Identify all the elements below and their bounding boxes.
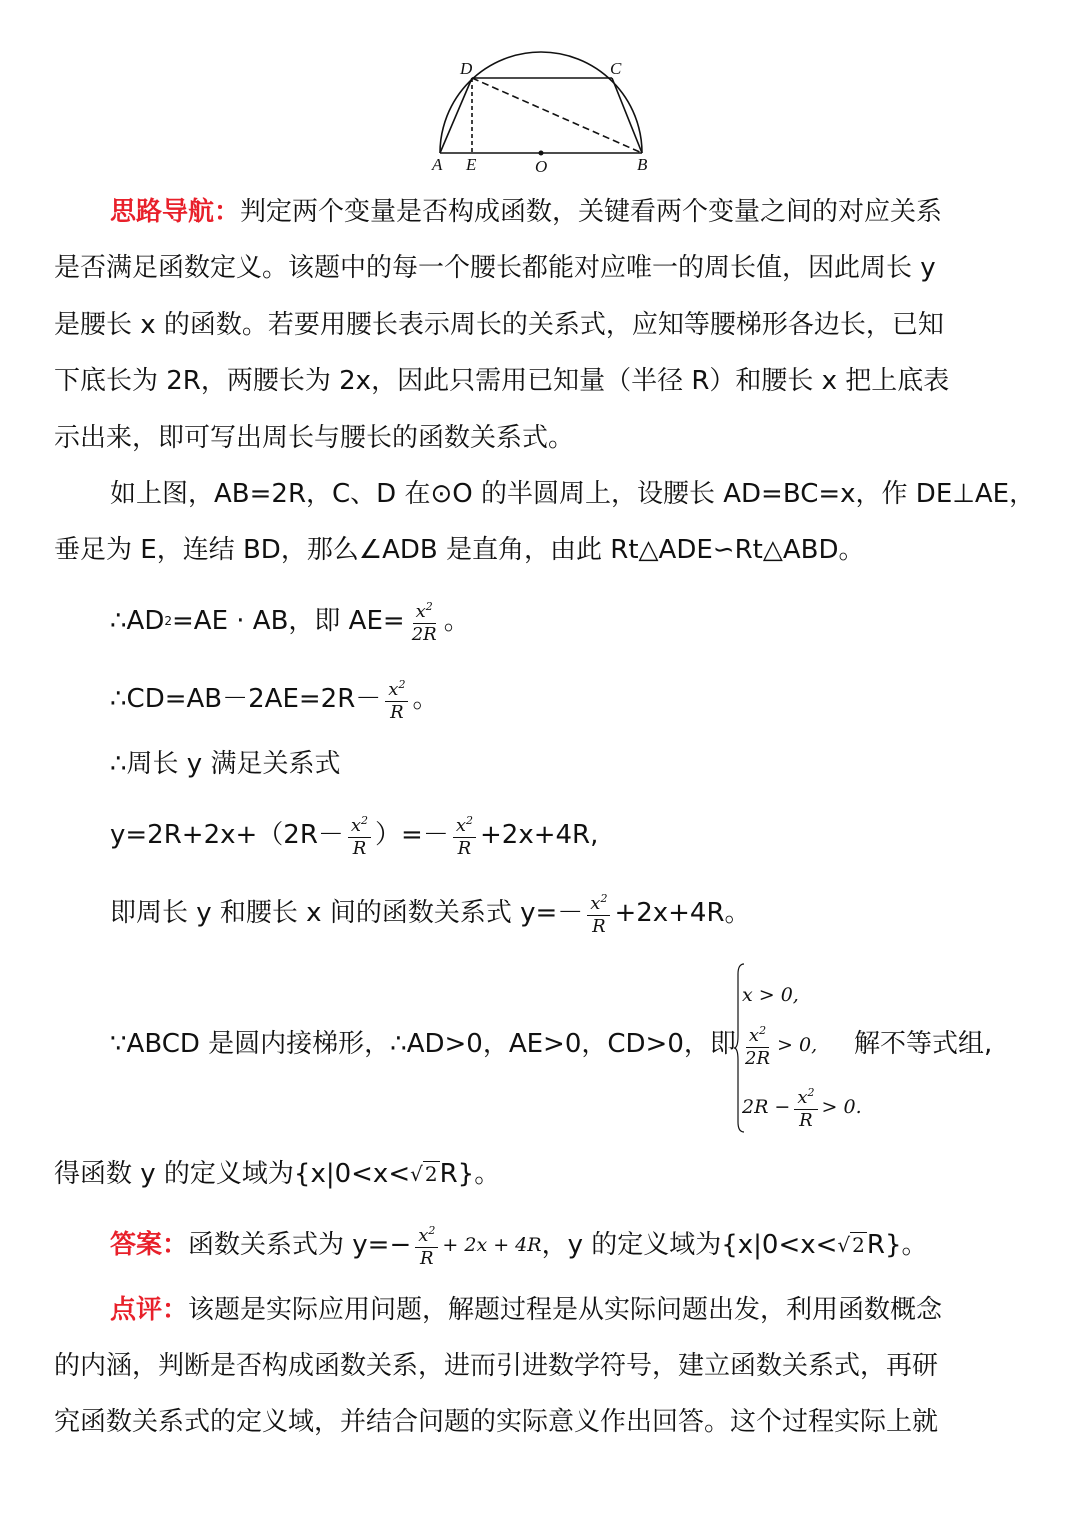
- step-perimeter-intro: ∴周长 y 满足关系式: [110, 749, 341, 779]
- analysis-line-5: 示出来，即可写出周长与腰长的函数关系式。: [54, 423, 575, 453]
- label-e: E: [466, 155, 477, 174]
- sqrt-two: √ 2: [837, 1233, 865, 1257]
- analysis-line-3: 是腰长 x 的函数。若要用腰长表示周长的关系式，应知等腰梯形各边长，已知: [54, 310, 944, 340]
- step-perimeter-formula: y=2R+2x+（2R－ $\frac{x^2}{R}$ ）=－ $\frac{x^2}{R}$ +2x+4R,: [110, 810, 1028, 860]
- semicircle-figure: [420, 48, 670, 178]
- step-ad-squared: ∴AD 2 =AE · AB，即 AE= $\frac{x^2}{2R}$ 。: [110, 596, 1028, 646]
- fraction-x2-over-r: $\frac{x^2}{R}$: [453, 810, 476, 860]
- fraction-x2-over-r: $\frac{x^2}{R}$: [348, 810, 371, 860]
- inequality-system: [734, 962, 864, 1132]
- analysis-line-4: 下底长为 2R，两腰长为 2x，因此只需用已知量（半径 R）和腰长 x 把上底表: [54, 366, 950, 396]
- step-inequalities: ∵ABCD 是圆内接梯形，∴AD>0，AE>0，CD>0，即: [110, 1029, 736, 1059]
- fraction-x2-over-r: $\frac{x^2}{R}$: [415, 1220, 438, 1270]
- analysis-line-2: 是否满足函数定义。该题中的每一个腰长都能对应唯一的周长值，因此周长 y: [54, 253, 936, 283]
- label-d: D: [460, 59, 473, 78]
- center-point: [539, 151, 544, 156]
- comment-label: 点评：: [110, 1295, 189, 1325]
- step-function-relation: 即周长 y 和腰长 x 间的函数关系式 y=－ $\frac{x^2}{R}$ +2x+4R。: [110, 888, 1028, 938]
- step-solve-text: 解不等式组,: [854, 1029, 993, 1059]
- inequality-row-3: 2R − $\frac{x^2}{R}$ > 0.: [742, 1082, 862, 1132]
- answer-label: 答案：: [110, 1230, 189, 1260]
- step-cd: ∴CD=AB－2AE=2R－ $\frac{x^2}{R}$ 。: [110, 674, 1028, 724]
- inequality-row-1: x > 0,: [742, 984, 799, 1006]
- comment-line-3: 究函数关系式的定义域，并结合问题的实际意义作出回答。这个过程实际上就: [54, 1407, 939, 1437]
- step-domain: 得函数 y 的定义域为{x|0<x< √ 2 R}。: [54, 1154, 1028, 1194]
- solution-line-1: 如上图，AB=2R，C、D 在⊙O 的半圆周上，设腰长 AD=BC=x，作 DE⊥AE，: [110, 479, 1036, 509]
- analysis-label: 思路导航：: [110, 197, 241, 227]
- comment-line-1: 点评：该题是实际应用问题，解题过程是从实际问题出发，利用函数概念: [110, 1295, 943, 1325]
- fraction-x2-over-r: $\frac{x^2}{R}$: [587, 888, 610, 938]
- label-b: B: [637, 155, 648, 174]
- analysis-line-1: 思路导航：判定两个变量是否构成函数，关键看两个变量之间的对应关系: [110, 197, 943, 227]
- label-c: C: [610, 59, 622, 78]
- fraction-x2-over-r: $\frac{x^2}{R}$: [385, 674, 408, 724]
- solution-line-2: 垂足为 E，连结 BD，那么∠ADB 是直角，由此 Rt△ADE∽Rt△ABD。: [54, 535, 865, 565]
- inequality-row-2: $\frac{x^2}{2R}$ > 0,: [742, 1020, 817, 1070]
- sqrt-two: √ 2: [410, 1162, 438, 1186]
- label-o: O: [535, 157, 548, 176]
- answer-line: 答案： 函数关系式为 y=− $\frac{x^2}{R}$ + 2x + 4R ，y 的定义域为{x|0<x< √ 2 R}。: [110, 1220, 1028, 1270]
- label-a: A: [432, 155, 443, 174]
- fraction-x2-over-2r: $\frac{x^2}{2R}$: [409, 596, 440, 646]
- leg-ad: [440, 78, 472, 153]
- comment-line-2: 的内涵，判断是否构成函数关系，进而引进数学符号，建立函数关系式，再研: [54, 1351, 939, 1381]
